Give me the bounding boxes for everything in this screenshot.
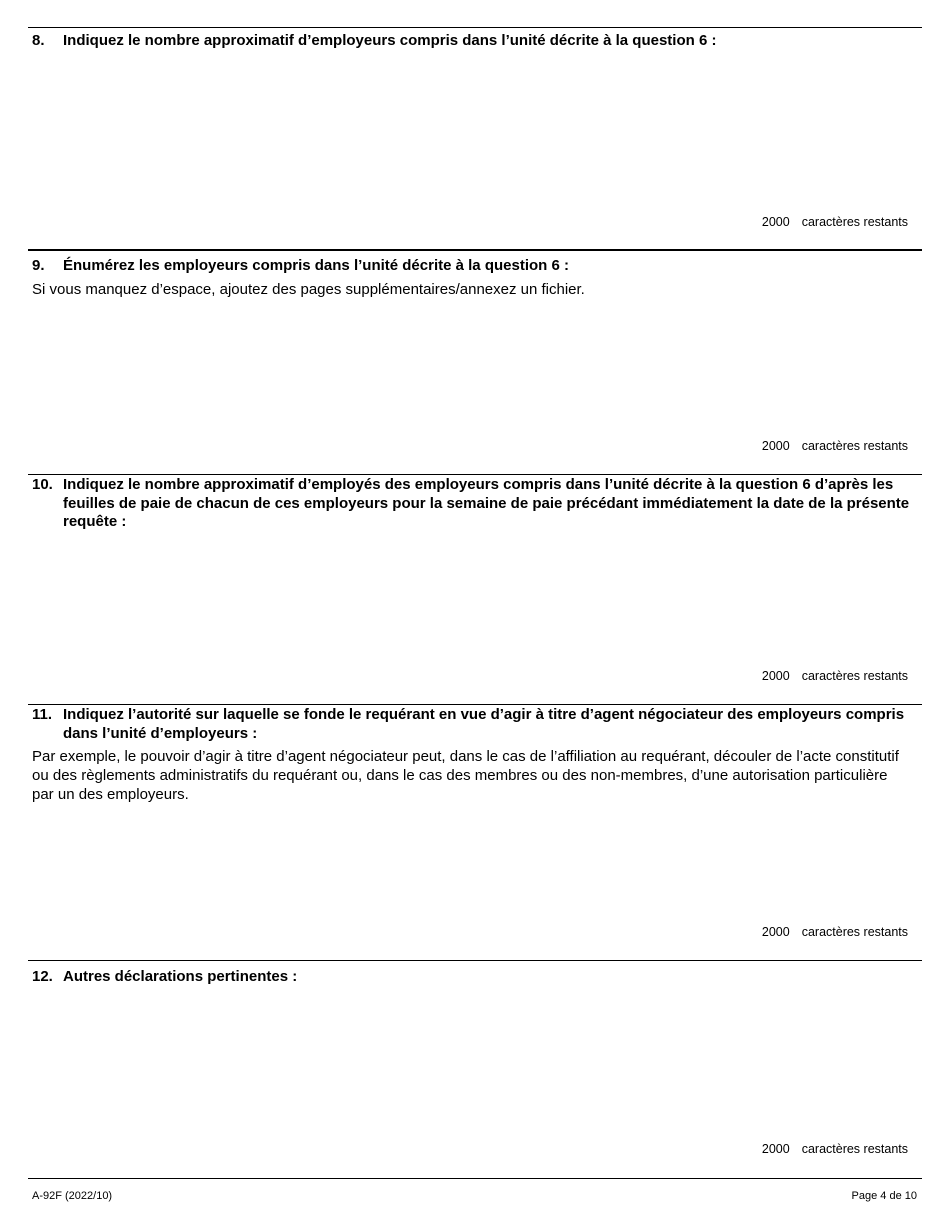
char-count: 2000 [761, 1142, 790, 1156]
char-count: 2000 [761, 669, 790, 683]
divider [28, 960, 922, 961]
question-title: Indiquez l’autorité sur laquelle se fonde le requérant en vue d’agir à titre d’agent négociateur des employeurs compris dans l’unité d’employeurs : [63, 706, 905, 742]
question-number: 12. [32, 968, 53, 985]
char-count: 2000 [761, 439, 790, 453]
divider [28, 249, 922, 251]
char-counter-label: caractères restants [801, 439, 908, 453]
answer-field-q9[interactable] [32, 304, 914, 433]
question-description: Par exemple, le pouvoir d’agir à titre d’agent négociateur peut, dans le cas de l’affiliation au requérant, découler de l’acte constitutif ou des règlements administratifs du requérant ou, dans le cas des membres ou des non-membres, d’une autorisation particulière par un des employeurs. [32, 748, 899, 803]
char-counter [762, 669, 908, 683]
footer-divider [28, 1178, 922, 1179]
question-9 [32, 257, 912, 299]
char-counter-label: caractères restants [801, 215, 908, 229]
question-12 [32, 968, 912, 987]
answer-field-q8[interactable] [32, 56, 914, 210]
question-8 [32, 32, 912, 51]
question-heading [32, 32, 912, 51]
divider [28, 474, 922, 475]
answer-field-q12[interactable] [32, 995, 914, 1139]
char-counter-label: caractères restants [801, 1142, 908, 1156]
question-title: Indiquez le nombre approximatif d’employeurs compris dans l’unité décrite à la question 6 : [63, 32, 717, 49]
question-heading [32, 706, 912, 743]
divider [28, 704, 922, 705]
divider [28, 27, 922, 28]
char-counter [762, 925, 908, 939]
page-number: Page 4 de 10 [851, 1190, 917, 1202]
question-10 [32, 476, 912, 532]
question-heading [32, 476, 912, 532]
question-number: 11. [32, 706, 53, 723]
question-heading [32, 968, 912, 987]
char-counter-label: caractères restants [801, 669, 908, 683]
char-count: 2000 [761, 215, 790, 229]
question-number: 8. [32, 32, 45, 49]
char-counter [762, 439, 908, 453]
question-number: 10. [32, 476, 53, 493]
char-counter [762, 215, 908, 229]
answer-field-q11[interactable] [32, 808, 914, 922]
question-description: Si vous manquez d’espace, ajoutez des pages supplémentaires/annexez un fichier. [32, 280, 585, 298]
question-number: 9. [32, 257, 45, 274]
char-counter [762, 1142, 908, 1156]
question-title: Autres déclarations pertinentes : [63, 968, 298, 985]
question-heading [32, 257, 912, 276]
char-count: 2000 [761, 925, 790, 939]
char-counter-label: caractères restants [801, 925, 908, 939]
question-title: Énumérez les employeurs compris dans l’unité décrite à la question 6 : [63, 257, 569, 274]
answer-field-q10[interactable] [32, 535, 914, 664]
form-id: A-92F (2022/10) [32, 1190, 113, 1202]
question-title: Indiquez le nombre approximatif d’employés des employeurs compris dans l’unité décrite à la question 6 d’après les feuilles de paie de chacun de ces employeurs pour la semaine de paie précédant immédiatement la date de la présente requête : [63, 476, 910, 530]
question-11 [32, 706, 912, 804]
